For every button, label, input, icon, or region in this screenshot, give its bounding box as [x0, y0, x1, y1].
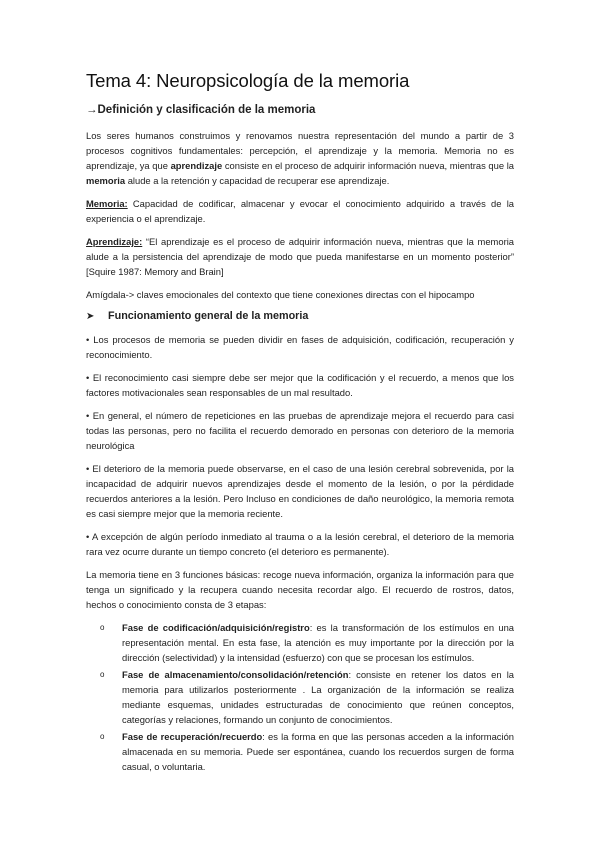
list-item: • Los procesos de memoria se pueden dividir en fases de adquisición, codificación, recuperación y reconocimiento. [86, 334, 514, 360]
list-item: • En general, el número de repeticiones en las pruebas de aprendizaje mejora el recuerdo para casi todas las personas, pero no facilita el recuerdo demorado en personas con deterioro de la memoria neurológica [86, 410, 514, 451]
list-item: • El reconocimiento casi siempre debe ser mejor que la codificación y el recuerdo, a menos que los factores motivacionales sean responsables de un mal resultado. [86, 372, 514, 398]
arrowhead-bullet-icon: ➤ [86, 310, 95, 322]
memoria-definition: Memoria: Capacidad de codificar, almacenar y evocar el conocimiento adquirido a través de la experiencia o el aprendizaje. [86, 198, 514, 224]
list-item: o Fase de codificación/adquisición/registro: es la transformación de los estímulos en una representación mental. En esta fase, la atención es muy importante por la dirección por la dirección (selectividad) y la intensidad (esfuerzo) con que se procesan los estímulos. [100, 622, 514, 663]
arrow-icon: → [86, 104, 98, 116]
circle-bullet-icon: o [100, 732, 105, 741]
list-item: • El deterioro de la memoria puede observarse, en el caso de una lesión cerebral sobrevenida, por la incapacidad de adquirir nuevos aprendizajes desde el momento de la lesión, o por la pérdidade recuerdos anteriores a la lesión. Pero Incluso en condiciones de daño neurológico, la memoria remota es casi siempre mejor que la memoria reciente. [86, 463, 514, 519]
memoria-term: Memoria: [86, 198, 128, 209]
circle-bullet-icon: o [100, 670, 105, 679]
circle-bullet-icon: o [100, 623, 105, 632]
aprendizaje-definition: Aprendizaje: “El aprendizaje es el proceso de adquirir información nueva, mientras que la memoria alude a la persistencia del aprendizaje de modo que pueda manifestarse en un momento posterior” [Squire 1987: Memory and Brain] [86, 236, 514, 277]
list-item: o Fase de recuperación/recuerdo: es la forma en que las personas acceden a la información almacenada en su memoria. Puede ser espontánea, cuando los recuerdos surgen de forma casual, o voluntaria. [100, 731, 514, 772]
page-title: Tema 4: Neuropsicología de la memoria [86, 70, 410, 91]
funciones-paragraph: La memoria tiene en 3 funciones básicas: recoge nueva información, organiza la información para que tenga un significado y la recupera cuando necesita recordar algo. El recuerdo de rostros, datos, hechos o conocimiento consta de 3 etapas: [86, 569, 514, 610]
section-heading-funcionamiento: ➤ Funcionamiento general de la memoria [86, 310, 309, 322]
etapas-list [86, 620, 514, 774]
list-item: o Fase de almacenamiento/consolidación/retención: consiste en retener los datos en la memoria para utilizarlos posteriormente . La organización de la información se realiza mediante esquemas, unidades estructuradas de conocimiento que reúnen conceptos, categorías y relaciones, formando un conjunto de conocimientos. [100, 669, 514, 725]
section-heading-definicion: →Definición y clasificación de la memoria [86, 104, 316, 116]
amigdala-note: Amígdala-> claves emocionales del contexto que tiene conexiones directas con el hipocampo [86, 289, 475, 300]
aprendizaje-term: Aprendizaje: [86, 236, 143, 247]
list-item: • A excepción de algún período inmediato al trauma o a la lesión cerebral, el deterioro de la memoria rara vez ocurre durante un tiempo concreto (el deterioro es permanente). [86, 531, 514, 557]
intro-paragraph: Los seres humanos construimos y renovamos nuestra representación del mundo a partir de 3 procesos cognitivos fundamentales: percepción, el aprendizaje y la memoria. Memoria no es aprendizaje, ya que aprendizaje consiste en el proceso de adquirir información nueva, mientras que la memoria alude a la retención y capacidad de recuperar ese aprendizaje. [86, 130, 514, 186]
